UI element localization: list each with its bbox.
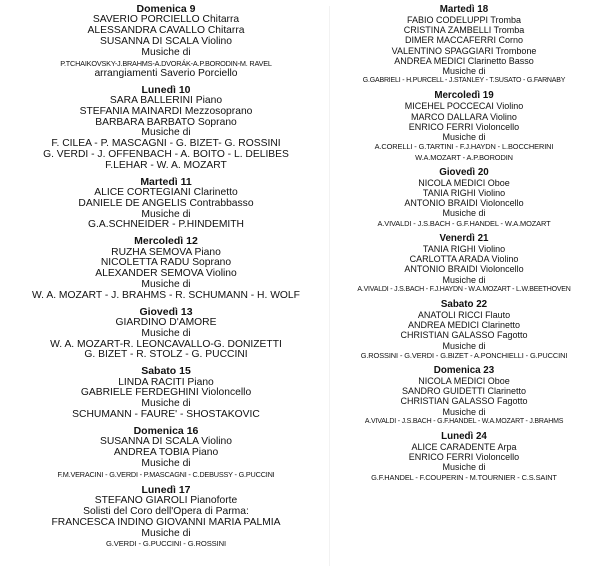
concert-detail-line: SUSANNA DI SCALA Violino xyxy=(99,36,232,47)
concert-day-block xyxy=(375,90,554,162)
concert-date-heading: Sabato 15 xyxy=(141,365,191,378)
concert-detail-line: Musiche di xyxy=(141,127,191,139)
concert-date-heading: Venerdì 21 xyxy=(439,232,489,244)
concert-detail-line: STEFANIA MAINARDI Mezzosoprano xyxy=(79,105,253,117)
concert-detail-line: Musiche di xyxy=(442,462,486,473)
concert-detail-line: ALEXANDER SEMOVA Violino xyxy=(95,268,237,280)
concert-detail-line: A.VIVALDI - J.S.BACH - F.J.HAYDN - W.A.MOZART - L.W.BEETHOVEN xyxy=(357,285,571,293)
concert-date-heading: Domenica 23 xyxy=(433,365,495,377)
schedule-column-left xyxy=(2,4,330,555)
concert-day-block xyxy=(361,299,568,361)
concert-day-block xyxy=(50,307,282,362)
concert-date-heading: Domenica 9 xyxy=(136,3,196,15)
concert-detail-line: STEFANO GIAROLI Pianoforte xyxy=(94,495,238,507)
concert-detail-line: DANIELE DE ANGELIS Contrabbasso xyxy=(78,197,254,209)
concert-detail-line: Musiche di xyxy=(141,278,191,290)
concert-detail-line: Musiche di xyxy=(442,132,486,143)
concert-detail-line: SAVERIO PORCIELLO Chitarra xyxy=(92,14,240,26)
concert-detail-line: TANIA RIGHI Violino xyxy=(422,243,506,254)
concert-detail-line: ENRICO FERRI Violoncello xyxy=(408,121,520,132)
concert-day-block xyxy=(43,85,289,172)
concert-date-heading: Mercoledì 19 xyxy=(434,90,494,102)
concert-date-heading: Giovedì 20 xyxy=(439,166,489,178)
concert-detail-line: ANTONIO BRAIDI Violoncello xyxy=(404,198,524,209)
concert-date-heading: Giovedì 13 xyxy=(139,305,193,318)
concert-detail-line: G. VERDI - J. OFFENBACH - A. BOITO - L. DELIBES xyxy=(43,148,289,160)
concert-detail-line: F.M.VERACINI - G.VERDI - P.MASCAGNI - C.DEBUSSY - G.PUCCINI xyxy=(57,469,275,479)
concert-detail-line: SARA BALLERINI Piano xyxy=(109,95,223,106)
concert-detail-line: NICOLA MEDICI Oboe xyxy=(418,177,510,188)
concert-day-block xyxy=(371,431,557,483)
concert-day-block xyxy=(377,167,550,229)
concert-date-heading: Domenica 16 xyxy=(133,424,199,437)
concert-detail-line: Musiche di xyxy=(141,457,191,469)
concert-day-block xyxy=(60,4,272,80)
concert-date-heading: Lunedì 10 xyxy=(141,83,191,96)
concert-detail-line: NICOLETTA RADU Soprano xyxy=(100,257,232,269)
concert-detail-line: F. CILEA - P. MASCAGNI - G. BIZET- G. ROSSINI xyxy=(51,138,281,150)
concert-detail-line: Solisti del Coro dell'Opera di Parma: xyxy=(83,505,249,517)
concert-detail-line: ANATOLI RICCI Flauto xyxy=(417,309,511,320)
concert-day-block xyxy=(72,366,260,421)
concert-detail-line: CHRISTIAN GALASSO Fagotto xyxy=(400,396,528,407)
concert-detail-line: Musiche di xyxy=(442,208,486,219)
concert-detail-line: A.CORELLI - G.TARTINI - F.J.HAYDN - L.BOCCHERINI xyxy=(374,142,554,152)
concert-detail-line: ALESSANDRA CAVALLO Chitarra xyxy=(87,25,245,37)
concert-day-block xyxy=(78,177,253,232)
concert-detail-line: Musiche di xyxy=(141,46,191,58)
schedule-column-right xyxy=(330,4,598,487)
concert-detail-line: W. A. MOZART - J. BRAHMS - R. SCHUMANN - H. WOLF xyxy=(32,289,300,301)
concert-day-block xyxy=(57,426,274,480)
concert-detail-line: G.GABRIELI - H.PURCELL - J.STANLEY - T.SUSATO - G.FARNABY xyxy=(362,77,566,85)
concert-date-heading: Lunedì 24 xyxy=(441,431,487,443)
concert-detail-line: Musiche di xyxy=(141,327,191,339)
concert-detail-line: A.VIVALDI - J.S.BACH - G.F.HANDEL - W.A.MOZART xyxy=(377,218,551,228)
concert-detail-line: Musiche di xyxy=(141,208,191,220)
concert-detail-line: ALICE CARADENTE Arpa xyxy=(411,442,517,453)
concert-detail-line: ALICE CORTEGIANI Clarinetto xyxy=(94,186,238,198)
concert-detail-line: Musiche di xyxy=(141,398,191,410)
concert-detail-line: F.LEHAR - W. A. MOZART xyxy=(105,159,227,171)
concert-detail-line: CRISTINA ZAMBELLI Tromba xyxy=(403,25,525,36)
concert-detail-line: LINDA RACITI Piano xyxy=(118,376,214,388)
concert-detail-line: ANDREA MEDICI Clarinetto Basso xyxy=(394,55,534,66)
concert-detail-line: W. A. MOZART-R. LEONCAVALLO-G. DONIZETTI xyxy=(50,338,282,350)
concert-detail-line: ENRICO FERRI Violoncello xyxy=(408,452,520,463)
concert-detail-line: MICEHEL POCCECAI Violino xyxy=(404,101,524,112)
concert-detail-line: P.TCHAIKOVSKY-J.BRAHMS-A.DVORÁK-A.P.BORODIN-M. RAVEL xyxy=(60,58,272,68)
concert-detail-line: SCHUMANN - FAURE' - SHOSTAKOVIC xyxy=(72,408,260,420)
concert-detail-line: RUZHA SEMOVA Piano xyxy=(111,246,221,258)
concert-detail-line: SUSANNA DI SCALA Violino xyxy=(99,436,232,448)
concert-detail-line: arrangiamenti Saverio Porciello xyxy=(94,67,238,79)
concert-date-heading: Mercoledì 12 xyxy=(134,235,198,248)
concert-detail-line: FRANCESCA INDINO GIOVANNI MARIA PALMIA xyxy=(51,516,281,528)
concert-detail-line: Musiche di xyxy=(141,527,191,539)
concert-day-block xyxy=(357,233,570,295)
concert-detail-line: Musiche di xyxy=(442,66,486,77)
concert-day-block xyxy=(365,365,563,427)
concert-detail-line: W.A.MOZART - A.P.BORODIN xyxy=(415,152,513,162)
concert-detail-line: G.A.SCHNEIDER - P.HINDEMITH xyxy=(87,219,244,231)
concert-date-heading: Sabato 22 xyxy=(440,298,488,310)
concert-detail-line: BARBARA BARBATO Soprano xyxy=(95,116,237,128)
concert-date-heading: Martedì 18 xyxy=(439,4,489,15)
concert-detail-line: GIARDINO D'AMORE xyxy=(115,316,217,328)
concert-detail-line: GABRIELE FERDEGHINI Violoncello xyxy=(80,387,252,399)
concert-day-block xyxy=(51,485,280,550)
concert-detail-line: CARLOTTA ARADA Violino xyxy=(409,254,519,265)
concert-day-block xyxy=(363,4,565,86)
concert-day-block xyxy=(32,236,300,301)
concert-detail-line: Musiche di xyxy=(442,406,486,417)
concert-detail-line: TANIA RIGHI Violino xyxy=(422,188,506,199)
concert-detail-line: A.VIVALDI - J.S.BACH - G.F.HANDEL - W.A.MOZART - J.BRAHMS xyxy=(364,417,564,425)
concert-detail-line: DIMER MACCAFERRI Corno xyxy=(404,35,523,46)
concert-detail-line: SANDRO GUIDETTI Clarinetto xyxy=(401,386,527,397)
concert-detail-line: Musiche di xyxy=(442,340,486,351)
concert-detail-line: G.VERDI - G.PUCCINI - G.ROSSINI xyxy=(105,539,227,549)
concert-detail-line: G.ROSSINI - G.VERDI - G.BIZET - A.PONCHIELLI - G.PUCCINI xyxy=(360,350,568,360)
concert-detail-line: ANDREA TOBIA Piano xyxy=(113,446,219,458)
concert-detail-line: Musiche di xyxy=(442,274,486,285)
concert-detail-line: FABIO CODELUPPI Tromba xyxy=(406,15,522,25)
concert-date-heading: Lunedì 17 xyxy=(141,483,191,496)
concert-detail-line: ANDREA MEDICI Clarinetto xyxy=(407,320,520,331)
concert-detail-line: NICOLA MEDICI Oboe xyxy=(418,376,510,387)
concert-detail-line: G.F.HANDEL - F.COUPERIN - M.TOURNIER - C.S.SAINT xyxy=(371,472,557,482)
concert-date-heading: Martedì 11 xyxy=(140,175,192,188)
concert-detail-line: MARCO DALLARA Violino xyxy=(411,111,517,122)
concert-detail-line: G. BIZET - R. STOLZ - G. PUCCINI xyxy=(84,349,248,361)
concert-detail-line: CHRISTIAN GALASSO Fagotto xyxy=(400,330,528,341)
concert-detail-line: ANTONIO BRAIDI Violoncello xyxy=(404,264,524,275)
concert-detail-line: VALENTINO SPAGGIARI Trombone xyxy=(391,45,537,56)
